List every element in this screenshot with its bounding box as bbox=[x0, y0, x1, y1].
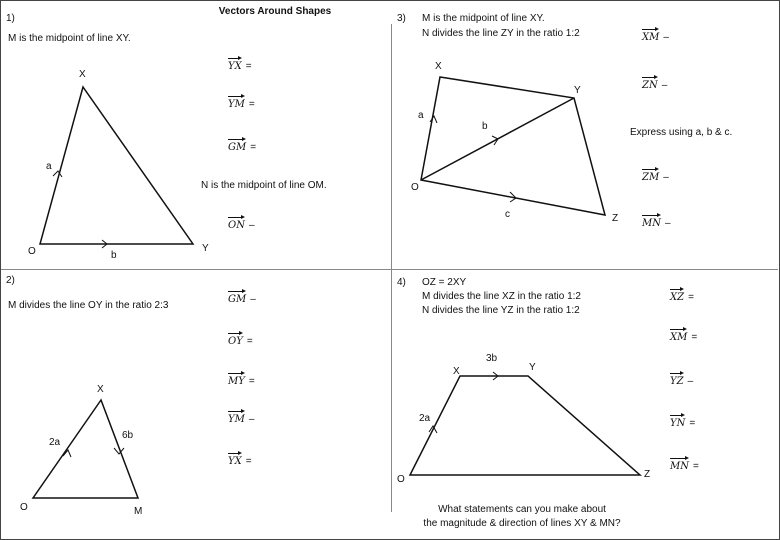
q4-vector-xm: XM = bbox=[670, 328, 697, 344]
q4-vector-xz: XZ = bbox=[670, 288, 694, 304]
q1-label-x: X bbox=[79, 69, 86, 80]
q1-vector-ym: YM = bbox=[228, 95, 255, 111]
q2-vector-oy: OY = bbox=[228, 332, 253, 348]
q4-trapezium bbox=[410, 376, 640, 475]
q3-vector-mn: MN – bbox=[642, 214, 671, 230]
q4-label-y: Y bbox=[529, 362, 536, 373]
q3-vector-zm: ZM – bbox=[642, 168, 669, 184]
q3-label-x: X bbox=[435, 61, 442, 72]
q3-label-a: a bbox=[418, 110, 424, 121]
q2-label-2a: 2a bbox=[49, 437, 61, 448]
q1-vector-yx: YX = bbox=[228, 57, 252, 73]
q4-statement-1: OZ = 2XY bbox=[422, 277, 467, 288]
q1-triangle bbox=[40, 87, 193, 244]
q4-vector-yz: YZ – bbox=[670, 372, 693, 388]
q1-vector-gm: GM = bbox=[228, 138, 256, 154]
q2-triangle bbox=[33, 400, 138, 498]
q4-vector-mn: MN = bbox=[670, 457, 699, 473]
q4-label-o: O bbox=[397, 474, 405, 485]
worksheet-title: Vectors Around Shapes bbox=[218, 6, 332, 17]
q2-number: 2) bbox=[6, 275, 15, 286]
q4-label-2a: 2a bbox=[419, 413, 431, 424]
q1-label-o: O bbox=[28, 246, 36, 257]
q1-number: 1) bbox=[6, 13, 15, 24]
q4-label-z: Z bbox=[644, 469, 651, 480]
q1-label-y: Y bbox=[202, 243, 209, 254]
q1-statement: M is the midpoint of line XY. bbox=[8, 33, 131, 44]
q2-vector-ym: YM – bbox=[228, 410, 254, 426]
q3-label-c: c bbox=[505, 209, 510, 220]
q2-vector-yx: YX = bbox=[228, 452, 252, 468]
q3-label-b: b bbox=[482, 121, 488, 132]
q4-question-line-1: What statements can you make about bbox=[438, 504, 606, 515]
q1-label-a: a bbox=[46, 161, 52, 172]
q1-statement-2: N is the midpoint of line OM. bbox=[201, 180, 327, 191]
q4-number: 4) bbox=[397, 277, 406, 288]
q3-label-y: Y bbox=[574, 85, 581, 96]
q3-statement-2: N divides the line ZY in the ratio 1:2 bbox=[422, 28, 580, 39]
q2-statement: M divides the line OY in the ratio 2:3 bbox=[8, 300, 169, 311]
q2-vector-gm: GM – bbox=[228, 290, 256, 306]
q3-label-z: Z bbox=[612, 213, 619, 224]
q4-question-line-2: the magnitude & direction of lines XY & MN? bbox=[423, 518, 621, 529]
q1-vector-on: ON – bbox=[228, 216, 255, 232]
q4-statement-3: N divides the line YZ in the ratio 1:2 bbox=[422, 305, 580, 316]
q1-label-b: b bbox=[111, 250, 117, 261]
q3-instruction: Express using a, b & c. bbox=[630, 127, 733, 138]
q4-statement-2: M divides the line XZ in the ratio 1:2 bbox=[422, 291, 581, 302]
q3-vector-zn: ZN – bbox=[642, 76, 667, 92]
q4-label-x: X bbox=[453, 366, 460, 377]
q2-label-x: X bbox=[97, 384, 104, 395]
q2-vector-my: MY = bbox=[228, 372, 255, 388]
q2-label-6b: 6b bbox=[122, 430, 134, 441]
q3-label-o: O bbox=[411, 182, 419, 193]
q3-statement-1: M is the midpoint of line XY. bbox=[422, 13, 545, 24]
q4-label-3b: 3b bbox=[486, 353, 498, 364]
q1-arrow-a bbox=[53, 171, 62, 177]
q2-label-o: O bbox=[20, 502, 28, 513]
q2-label-m: M bbox=[134, 506, 143, 517]
q3-vector-xm: XM – bbox=[642, 28, 669, 44]
q4-vector-yn: YN = bbox=[670, 414, 695, 430]
q3-number: 3) bbox=[397, 13, 406, 24]
